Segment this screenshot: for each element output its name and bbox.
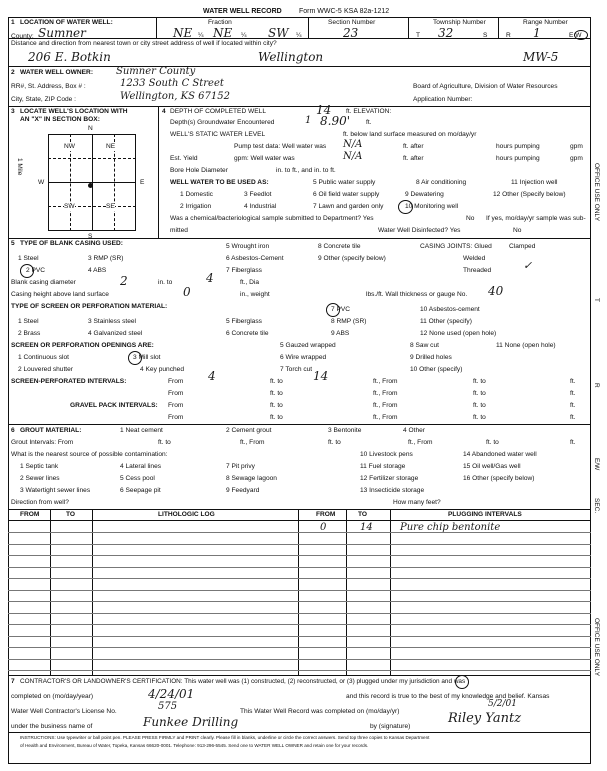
diameter-value: 2 [120, 274, 128, 288]
distance-id: MW-5 [523, 50, 559, 64]
log-row-line [8, 624, 591, 625]
plugging-to: 14 [360, 522, 373, 533]
city-label: City, State, ZIP Code : [11, 96, 76, 103]
fraction-label: Fraction [208, 19, 232, 26]
casing-label: TYPE OF BLANK CASING USED: [20, 240, 123, 247]
threaded-check: ✓ [523, 259, 533, 272]
form-number: Form WWC-5 [299, 8, 342, 15]
form-ksa: KSA 82a-1212 [344, 8, 390, 15]
diameter-label: Blank casing diameter [11, 279, 76, 286]
depth-value: 14 [316, 103, 332, 117]
plugging-description: Pure chip bentonite [400, 522, 501, 533]
certification-line-1: CONTRACTOR'S OR LANDOWNER'S CERTIFICATION: This water well was (1) constructed, (2) reconstructed, or (3) plugged under my jurisdiction and was [20, 678, 466, 685]
range-ew: E W [569, 32, 582, 39]
completed-date: 4/24/01 [148, 687, 195, 701]
office-use-label: OFFICE USE ONLY [593, 163, 600, 222]
static-label: WELL'S STATIC WATER LEVEL [170, 131, 266, 138]
casing-height-label: Casing height above land surface [11, 291, 109, 298]
s1-number: 1 [11, 19, 15, 26]
grout-label: GROUT MATERIAL: [20, 427, 82, 434]
signature: Riley Yantz [448, 711, 522, 726]
water-well-record-form: WATER WELL RECORD Form WWC-5 KSA 82a-1212 1 LOCATION OF WATER WELL: County: Sumner Fraction NE ¼ NE ¼ SW ¼ Section Number 23 Township Number T 32 S Range Number R 1 E W Distance and direction from nearest town or city street address of well if located within city? 206 E. Botkin Wellington MW-5 2 WATER WELL OWNER: Sumner County RR#, St. Address, Box # : 1233 South C Street Board of Agriculture, Division of Water Resources City, State, ZIP Code : Wellington, KS 67152 Application Number: 3 LOCATE WELL'S LOCATION WITH AN "X" IN SECTION BOX: N S W E 1 Mile NW NE SW SE 4 DEPTH OF COMPLETED WELL 14 ft. ELEVATION: Depth(s) Groundwater Encountered 1 8.90' ft. WELL'S STATIC WATER LEVEL ft. below land surface measured on mo/day/yr Pump test data: Well water was N/A ft. after hours pumping gpm Est. Yield gpm: Well water was N/A ft. after hours pumping gpm Bore Hole Diameter in. to ft., and in. to ft. WELL WATER TO BE USED AS: 5 Public water supply 8 Air conditioning 11 Injection well 1 Domestic 3 Feedlot 6 Oil field water supply 9 Dewatering 12 Other (Specify below) 2 Irrigation 4 Industrial 7 Lawn and garden only 10 Monitoring well Was a chemical/bacteriological sample submitted to Department? Yes No If yes, mo/day/yr sample was sub- mitted Water Well Disinfected? Yes No 5 TYPE OF BLANK CASING USED: 5 Wrought iron 8 Concrete tile CASING JOINTS: Glued Clamped 1 Steel 3 RMP (SR) 6 Asbestos-Cement 9 Other (specify below) Welded 2 PVC 4 ABS 7 Fiberglass Threaded ✓ Blank casing diameter 2 in. to 4 ft., Dia Casing height above land surface 0 in., weight lbs./ft. Wall thickness or gauge No. 40 TYPE OF SCREEN OR PERFORATION MATERIAL: 7 PVC 10 Asbestos-cement 1 Steel 3 Stainless steel 5 Fiberglass 8 RMP (SR) 11 Other (specify) 2 Brass 4 Galvanized steel 6 Concrete tile 9 ABS 12 None used (open hole) SCREEN OR PERFORATION OPENINGS ARE: 5 Gauzed wrapped 8 Saw cut 11 None (open hole) 1 Continuous slot 3 Mill slot 6 Wire wrapped 9 Drilled holes 2 Louvered shutter 4 Key punched 7 Torch cut 10 Other (specify) SCREEN-PERFORATED INTERVALS: From 4 ft. to 14 ft., From ft. to ft. From ft. to ft., From ft. to ft. GRAVEL PACK INTERVALS: From ft. to ft., From ft. to ft. From ft. to ft., From ft. to ft. 6 GROUT MATERIAL: 1 Neat cement 2 Cement grout 3 Bentonite 4 Other Grout Intervals: From ft. to ft., From ft. to ft., From ft. to ft. What is the nearest source of possible contamination: 10 Livestock pens 14 Abandoned water well 1 Septic tank 4 Lateral lines 7 Pit privy 11 Fuel storage 15 Oil well/Gas well 2 Sewer lines 5 Cess pool 8 Sewage lagoon 12 Fertilizer storage 16 Other (specify below) 3 Watertight sewer lines 6 Seepage pit 9 Feedyard 13 Insecticide storage Direction from well? How many feet? FROM TO LITHOLOGIC LOG FROM TO PLUGGING INTERVALS 0 14 Pure chip bentonite 7 CONTRACTOR'S OR LANDOWNER'S CERTIFICATION: This water well was (1) constructed, (2) reconstructed, or (3) plugged under my jurisdiction and was completed on (mo/day/year) 4/24/01 and this record is true to the best of my knowledge and belief. Kansas Water Well Contractor's License No. 575 This Water Well Record was completed on (mo/day/yr) 5/2/01 under the business name of Funkee Drilling by (signature) Riley Yantz INSTRUCTIONS: Use typewriter or ball point pen. PLEASE PRESS FIRMLY and PRINT clearly. Please fill in blanks, underline or circle the correct answers. Send top three copies to Kansas Department of Health and Environment, Bureau of Water, Topeka, Kansas 66620-0001. Telephone: 913-296-5545. Send one to WATER WELL OWNER and retain one for your records. OFFICE USE ONLY T R E/W SEC. OFFICE USE ONLY [8, 8, 598, 764]
log-row-line [8, 555, 591, 556]
s3-number: 3 [11, 108, 15, 115]
groundwater-label: Depth(s) Groundwater Encountered [170, 119, 275, 126]
use-monitoring-well: 10 Monitoring well [405, 203, 459, 210]
section-value: 23 [343, 26, 359, 40]
signature-label: by (signature) [370, 723, 411, 730]
county-label: County: [11, 33, 34, 40]
county-value: Sumner [38, 26, 86, 40]
office-use-label-2: OFFICE USE ONLY [593, 618, 600, 677]
log-row-line [8, 636, 591, 637]
log-row-line [8, 590, 591, 591]
contamination-label: What is the nearest source of possible contamination: [11, 451, 168, 458]
application-label: Application Number: [413, 96, 473, 103]
grout-intervals-label: Grout Intervals: From [11, 439, 74, 446]
location-label: LOCATION OF WATER WELL: [20, 19, 113, 26]
circle-mark [398, 200, 413, 214]
mile-label: 1 Mile [16, 158, 23, 176]
casing-height-value: 0 [183, 285, 191, 299]
form-title: WATER WELL RECORD [203, 8, 282, 15]
chem-label: Was a chemical/bacteriological sample submitted to Department? Yes [170, 215, 374, 222]
board-label: Board of Agriculture, Division of Water Resources [413, 83, 558, 90]
screen-label: TYPE OF SCREEN OR PERFORATION MATERIAL: [11, 303, 168, 310]
township-label: Township Number [433, 19, 486, 26]
log-row-line [8, 613, 591, 614]
s5-number: 5 [11, 240, 15, 247]
openings-label: SCREEN OR PERFORATION OPENINGS ARE: [11, 342, 154, 349]
license-value: 575 [158, 701, 178, 712]
owner-value: Sumner County [116, 66, 196, 77]
locate-label-2: AN "X" IN SECTION BOX: [20, 116, 100, 123]
well-location-mark [88, 183, 93, 188]
log-row-line [8, 567, 591, 568]
s2-number: 2 [11, 69, 15, 76]
quarter-2: NE [213, 26, 233, 40]
plugging-header: PLUGGING INTERVALS [448, 511, 522, 518]
yield-label: Est. Yield [170, 155, 198, 162]
quarter-3: SW [268, 26, 289, 40]
instructions-2: of Health and Environment, Bureau of Water, Topeka, Kansas 66620-0001. Telephone: 913-296-5545. Send one to WATER WELL OWNER and retain one for your records. [20, 743, 369, 748]
opening-mill-slot: 3 Mill slot [133, 354, 161, 361]
log-row-line [8, 532, 591, 533]
pump-label: Pump test data: Well water was [234, 143, 327, 150]
record-date: 5/2/01 [488, 699, 517, 709]
township-value: 32 [438, 26, 454, 40]
log-row-line [8, 544, 591, 545]
log-row-line [8, 659, 591, 660]
casing-pvc: 2 PVC [26, 267, 46, 274]
log-from-header: FROM [20, 511, 40, 518]
instructions-1: INSTRUCTIONS: Use typewriter or ball point pen. PLEASE PRESS FIRMLY and PRINT clearly. Please fill in blanks, underline or circle the correct answers. Send top three copies to Kansas Department [20, 735, 430, 740]
owner-label: WATER WELL OWNER: [20, 69, 94, 76]
pump-value: N/A [343, 139, 363, 150]
address-label: RR#, St. Address, Box # : [11, 83, 86, 90]
log-row-line [8, 601, 591, 602]
form-frame [8, 17, 591, 764]
s6-number: 6 [11, 427, 15, 434]
gauge-value: 40 [488, 284, 504, 298]
business-label: under the business name of [11, 723, 93, 730]
completed-label: completed on (mo/day/year) [11, 693, 94, 700]
plugging-from: 0 [320, 522, 327, 533]
circle-mark [455, 675, 469, 689]
quarter-1: NE [173, 26, 193, 40]
circle-mark [326, 303, 340, 317]
s4-number: 4 [162, 108, 166, 115]
circle-mark [20, 264, 34, 278]
bore-label: Bore Hole Diameter [170, 167, 228, 174]
log-row-line [8, 670, 591, 671]
direction-label: Direction from well? [11, 499, 69, 506]
circle-mark [128, 351, 142, 365]
disinfected-label: Water Well Disinfected? Yes [378, 227, 461, 234]
range-value: 1 [533, 26, 541, 40]
business-name: Funkee Drilling [143, 715, 239, 729]
diameter-to: 4 [206, 271, 214, 285]
log-to-header: TO [66, 511, 76, 518]
log-row-line [8, 647, 591, 648]
gravel-label: GRAVEL PACK INTERVALS: [70, 402, 158, 409]
yield-value: N/A [343, 151, 363, 162]
perforated-to: 14 [313, 369, 329, 383]
joints-label: CASING JOINTS: Glued [420, 243, 492, 250]
s7-number: 7 [11, 678, 15, 685]
howmany-label: How many feet? [393, 499, 441, 506]
locate-label: LOCATE WELL'S LOCATION WITH [20, 108, 128, 115]
screen-pvc: 7 PVC [331, 306, 351, 313]
license-label: Water Well Contractor's License No. [11, 708, 117, 715]
section-label: Section Number [328, 19, 376, 26]
city-value: Wellington, KS 67152 [120, 91, 230, 102]
distance-address: 206 E. Botkin [28, 50, 111, 64]
perforated-label: SCREEN-PERFORATED INTERVALS: [11, 378, 127, 385]
depth-label: DEPTH OF COMPLETED WELL [170, 108, 266, 115]
log-row-line [8, 578, 591, 579]
distance-city: Wellington [258, 50, 324, 64]
range-label: Range Number [523, 19, 568, 26]
use-label: WELL WATER TO BE USED AS: [170, 179, 269, 186]
perforated-from: 4 [208, 369, 216, 383]
distance-label: Distance and direction from nearest town or city street address of well if located within city? [11, 40, 277, 47]
record-label: This Water Well Record was completed on (mo/day/yr) [240, 708, 400, 715]
lithologic-header: LITHOLOGIC LOG [158, 511, 215, 518]
groundwater-value: 8.90' [320, 114, 351, 128]
address-value: 1233 South C Street [120, 78, 224, 89]
